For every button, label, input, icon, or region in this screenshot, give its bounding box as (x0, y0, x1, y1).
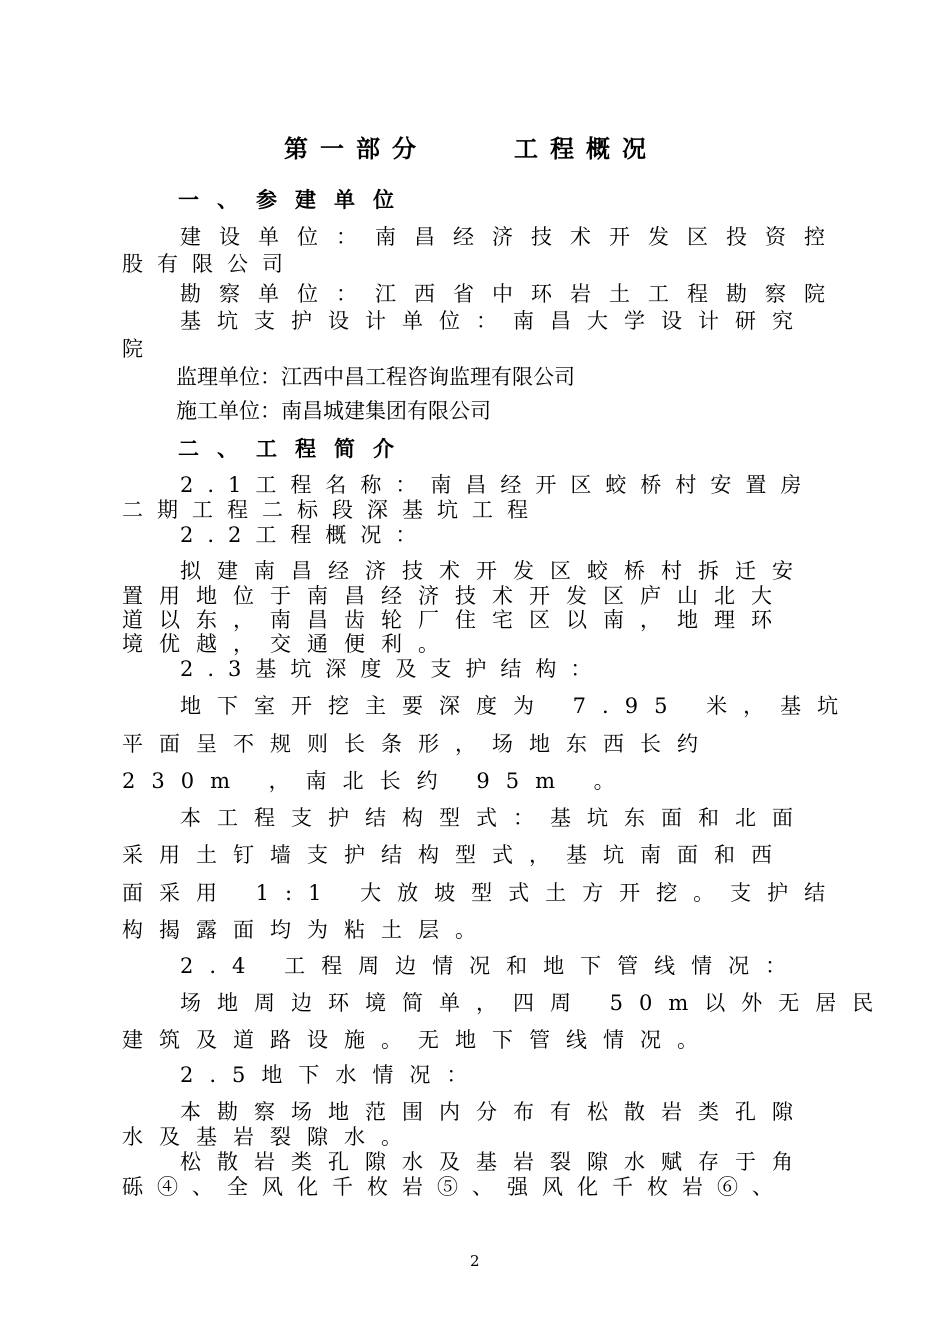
s22-heading: 2.2工程概况： (180, 523, 431, 547)
supervision-unit: 监理单位：江西中昌工程咨询监理有限公司 (176, 365, 575, 389)
build-unit-line2: 股有限公司 (122, 252, 297, 276)
survey-unit: 勘察单位：江西省中环岩土工程勘察院 (180, 282, 843, 306)
s23-para-line3: 230m ，南北长约 95m 。 (122, 769, 631, 793)
s23-support-line4: 构揭露面均为粘土层。 (122, 918, 492, 942)
s25-para-line2: 水及基岩裂隙水。 (122, 1125, 418, 1149)
s25-heading: 2.5地下水情况： (180, 1063, 484, 1087)
title-part: 第一部分 (284, 134, 428, 163)
s22-para-line3: 道以东，南昌齿轮厂住宅区以南，地理环 (122, 608, 788, 632)
s25-para-line3: 松散岩类孔隙水及基岩裂隙水赋存于角 (180, 1150, 809, 1174)
construction-unit: 施工单位：南昌城建集团有限公司 (176, 399, 491, 423)
s24-heading: 2.4 工程周边情况和地下管线情况： (180, 954, 803, 978)
s23-support-line2: 采用土钉墙支护结构型式，基坑南面和西 (122, 843, 788, 867)
s23-support-line1: 本工程支护结构型式：基坑东面和北面 (180, 806, 809, 830)
s22-para-line1: 拟建南昌经济技术开发区蛟桥村拆迁安 (180, 559, 809, 583)
build-unit-line1: 建设单位：南昌经济技术开发区投资控 (180, 225, 843, 249)
s21-line2: 二期工程二标段深基坑工程 (122, 498, 542, 522)
s24-para-line1: 场地周边环境简单，四周 50m以外无居民 (180, 991, 890, 1015)
s23-para-line2: 平面呈不规则长条形，场地东西长约 (122, 732, 714, 756)
section-heading-overview: 二、工程简介 (178, 436, 412, 461)
section-heading-participants: 一、参建单位 (178, 187, 412, 212)
title-name: 工程概况 (514, 134, 658, 163)
design-unit-line1: 基坑支护设计单位：南昌大学设计研究 (180, 309, 809, 333)
design-unit-line2: 院 (122, 337, 143, 361)
s24-para-line2: 建筑及道路设施。无地下管线情况。 (122, 1028, 714, 1052)
s23-para-line1: 地下室开挖主要深度为 7.95 米，基坑 (180, 694, 855, 718)
s21-line1: 2.1工程名称：南昌经开区蛟桥村安置房 (180, 473, 816, 497)
s23-support-line3: 面采用 1:1 大放坡型式土方开挖。支护结 (122, 881, 842, 905)
page-number: 2 (470, 1252, 480, 1270)
s25-para-line1: 本勘察场地范围内分布有松散岩类孔隙 (180, 1100, 809, 1124)
s25-para-line4: 砾④、全风化千枚岩⑤、强风化千枚岩⑥、 (122, 1175, 787, 1199)
s23-heading: 2.3基坑深度及支护结构： (180, 657, 606, 681)
s22-para-line2: 置用地位于南昌经济技术开发区庐山北大 (122, 584, 788, 608)
s22-para-line4: 境优越，交通便利。 (122, 632, 455, 656)
